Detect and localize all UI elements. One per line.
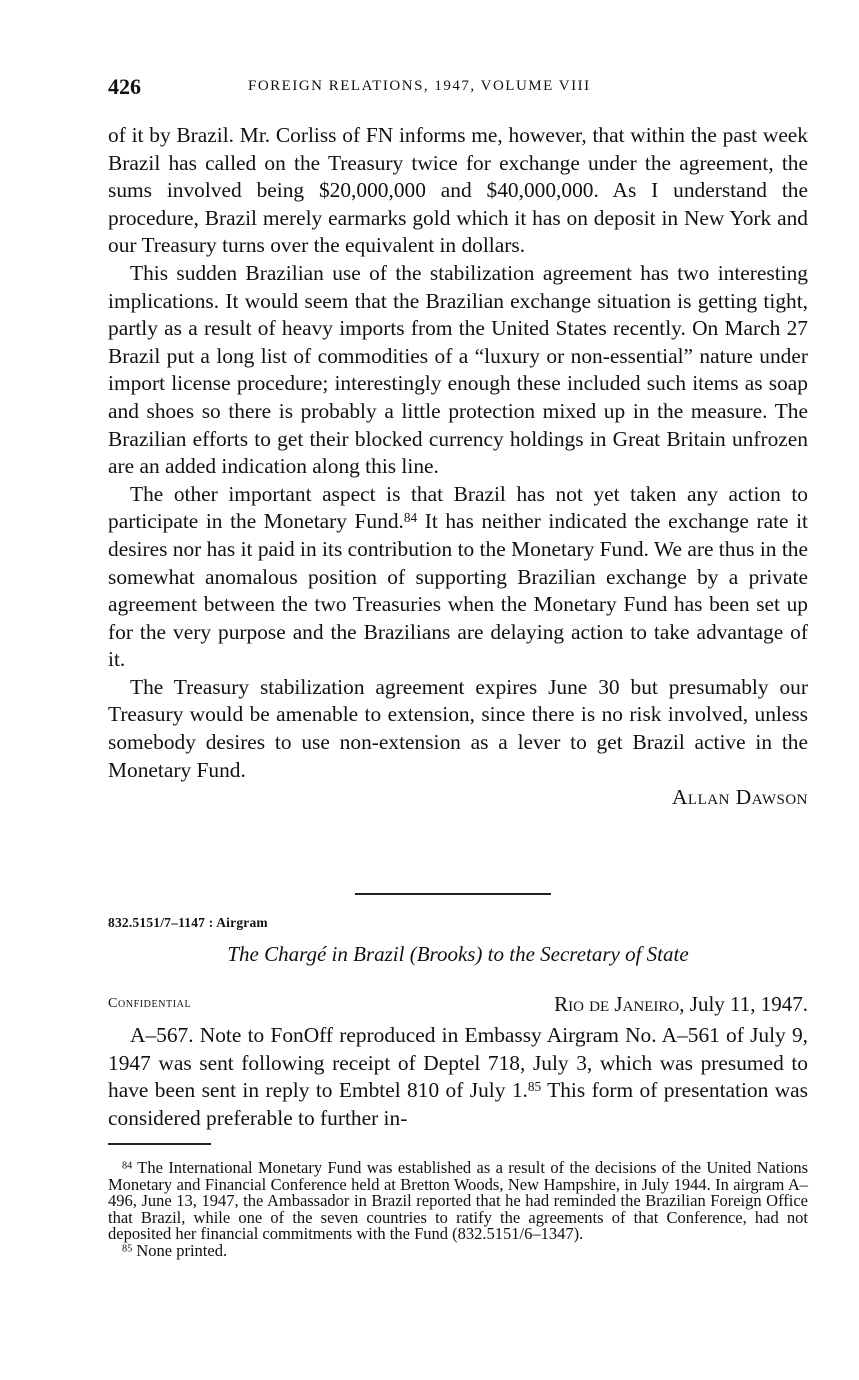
footnote-ref[interactable]: 85: [527, 1079, 542, 1095]
footnote: [108, 1160, 808, 1243]
section-divider: [355, 893, 551, 895]
page-number: 426: [108, 74, 141, 99]
paragraph-text: The other important aspect is that Brazil has not yet taken any action to participate in the Monetary Fund.: [108, 481, 808, 534]
running-head: FOREIGN RELATIONS, 1947, VOLUME VIII: [248, 78, 591, 94]
paragraph: [108, 481, 808, 674]
paragraph: This sudden Brazilian use of the stabilization agreement has two interesting implications. It would seem that the Brazilian exchange situation is getting tight, partly as a result of heavy imports from the United States recently. On March 27 Brazil put a long list of commodities of a “luxury or non-essential” nature under import license procedure; interestingly enough these included such items as soap and shoes so there is probably a little protection mixed up in the measure. The Brazilian efforts to get their blocked currency holdings in Great Britain unfrozen are an added indication along this line.: [108, 260, 808, 479]
paragraph-text: This form of presentation was considered preferable to further in-: [108, 1078, 808, 1130]
paragraph-text: A–567. Note to FonOff reproduced in Embassy Airgram No. A–561 of July 9, 1947 was sent following receipt of Deptel 718, July 3, which was presumed to have been sent in reply to Embtel 810 of July 1.: [108, 1023, 808, 1103]
footnote-divider: [108, 1143, 211, 1145]
place: Rio de Janeiro,: [554, 992, 685, 1016]
footnote-text: The International Monetary Fund was established as a result of the decisions of the United Nations Monetary and Financial Conference held at Bretton Woods, New Hampshire, in July 1944. In airgram A–496, June 13, 1947, the Ambassador in Brazil reported that he had reminded the Brazilian Foreign Office that Brazil, while one of the seven countries to ratify the agreements of that Conference, had not deposited her financial commitments with the Fund (832.5151/6–1347).: [108, 1158, 808, 1243]
file-number: 832.5151/7–1147 : Airgram: [108, 915, 268, 930]
paragraph-continuation: of it by Brazil. Mr. Corliss of FN informs me, however, that within the past week Brazil has called on the Treasury twice for exchange under the agreement, the sums involved being $20,000,000 and $40,000,000. As I understand the procedure, Brazil merely earmarks gold which it has on deposit in New York and our Treasury turns over the equivalent in dollars.: [108, 123, 808, 258]
classification-label: Confidential: [108, 996, 192, 1011]
footnotes: [108, 1160, 808, 1259]
signature: Allan Dawson: [671, 785, 808, 810]
document-title: The Chargé in Brazil (Brooks) to the Secretary of State: [227, 942, 689, 966]
paragraph-text: It has neither indicated the exchange rate it desires nor has it paid in its contribution to the Monetary Fund. We are thus in the somewhat anomalous position of supporting Brazilian exchange by a private agreement between the two Treasuries when the Monetary Fund has been set up for the very purpose and the Brazilians are delaying action to take advantage of it.: [108, 509, 808, 672]
letter-body: [108, 122, 808, 812]
paragraph: The Treasury stabilization agreement expires June 30 but presumably our Treasury would be amenable to extension, since there is no risk involved, unless somebody desires to use non-extension as a lever to get Brazil active in the Monetary Fund.: [108, 674, 808, 782]
footnote-text: None printed.: [136, 1240, 228, 1260]
footnote-ref[interactable]: 84: [403, 510, 418, 526]
footnote-number: 84: [122, 1160, 133, 1172]
document-meta: [108, 992, 808, 1022]
paragraph: [108, 1022, 808, 1132]
airgram-body: [108, 1022, 808, 1132]
dateline: [554, 992, 808, 1017]
footnote-number: 85: [122, 1242, 133, 1254]
date: July 11, 1947.: [689, 992, 808, 1016]
footnote: [108, 1240, 808, 1260]
